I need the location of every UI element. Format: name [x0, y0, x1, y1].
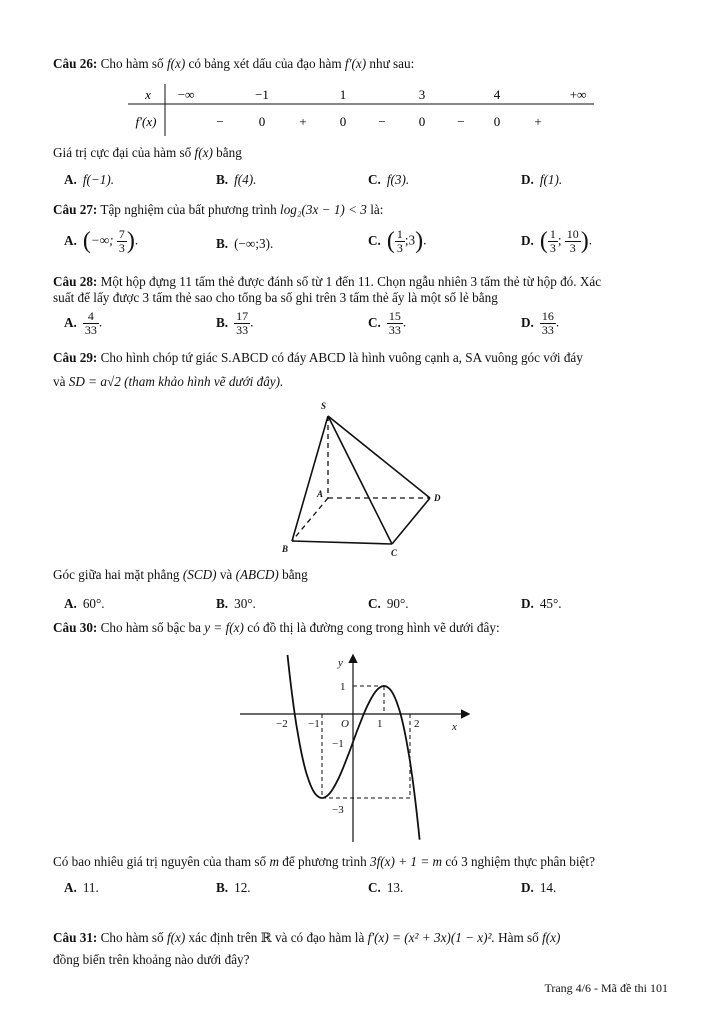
x-axis-label: x: [452, 721, 457, 733]
vertex-B: B: [282, 544, 289, 554]
table-x-value: −∞: [177, 87, 195, 102]
table-x-value: +∞: [569, 87, 587, 102]
table-sign: −: [216, 114, 224, 129]
table-sign: 0: [339, 114, 347, 129]
vertex-D: D: [434, 493, 441, 503]
q26-option-b[interactable]: B. f(4).: [216, 172, 257, 187]
q28-option-b[interactable]: B. $\frac{17}{33}$ .: [216, 309, 254, 337]
origin-label: O: [341, 718, 349, 730]
q29-stem-line1: Câu 29: Cho hình chóp tứ giác S.ABCD có đáy ABCD là hình vuông cạnh a, SA vuông góc với đáy: [53, 350, 583, 365]
q30-question: Có bao nhiêu giá trị nguyên của tham số m để phương trình 3f(x) + 1 = m có 3 nghiệm thực phân biệt?: [53, 854, 595, 869]
vertex-S: S: [321, 401, 327, 411]
q30-option-d[interactable]: D. 14.: [521, 880, 557, 895]
tick-x-minus2: −2: [276, 718, 288, 730]
q30-option-c[interactable]: C. 13.: [368, 880, 404, 895]
question-label: Câu 27:: [53, 202, 98, 217]
table-x-value: −1: [255, 87, 269, 102]
q29-stem-line2: và SD = a√2 (tham khảo hình vẽ dưới đây).: [53, 374, 284, 389]
q26-option-c[interactable]: C. f(3).: [368, 172, 410, 187]
q26-option-d[interactable]: D. f(1).: [521, 172, 563, 187]
table-row1-head: x: [145, 87, 151, 102]
q26-question: Giá trị cực đại của hàm số f(x) bằng: [53, 145, 242, 160]
question-label: Câu 31:: [53, 930, 98, 945]
q31-stem-line2: đồng biến trên khoảng nào dưới đây?: [53, 952, 250, 967]
pyramid-figure: [276, 396, 456, 562]
q27-option-c[interactable]: C. ( $\frac{1}{3}$ ;3).: [368, 227, 427, 255]
q26-stem: Câu 26: Cho hàm số f(x) có bảng xét dấu của đạo hàm f′(x) như sau:: [53, 56, 415, 71]
q27-option-b[interactable]: B. (−∞;3).: [216, 236, 274, 251]
q27-option-a[interactable]: A. (−∞; $\frac{7}{3}$ ).: [64, 227, 139, 255]
table-sign: +: [534, 114, 542, 129]
y-axis-label: y: [338, 657, 343, 669]
q30-option-a[interactable]: A. 11.: [64, 880, 99, 895]
q28-stem-line1: Câu 28: Một hộp đựng 11 tấm thẻ được đánh số từ 1 đến 11. Chọn ngẫu nhiên 3 tấm thẻ từ hộp đó. Xác: [53, 274, 602, 289]
tick-y-minus3: −3: [332, 804, 344, 816]
q29-option-a[interactable]: A. 60°.: [64, 596, 105, 611]
tick-x-2: 2: [414, 718, 420, 730]
question-label: Câu 30:: [53, 620, 98, 635]
vertex-C: C: [391, 548, 398, 558]
q28-option-d[interactable]: D. $\frac{16}{33}$ .: [521, 309, 560, 337]
table-sign: 0: [493, 114, 501, 129]
q27-stem: Câu 27: Tập nghiệm của bất phương trình log₂(3x − 1) < 3 là:: [53, 202, 384, 217]
table-sign: −: [457, 114, 465, 129]
sign-table: [128, 80, 598, 138]
tick-x-minus1: −1: [308, 718, 320, 730]
q28-stem-line2: suất để lấy được 3 tấm thẻ sao cho tổng ba số ghi trên 3 tấm thẻ ấy là một số lẻ bằng: [53, 290, 498, 305]
q31-stem-line1: Câu 31: Cho hàm số f(x) xác định trên ℝ và có đạo hàm là f′(x) = (x² + 3x)(1 − x)². Hàm số f(x): [53, 930, 561, 945]
table-row2-head: f′(x): [135, 114, 157, 129]
q29-option-d[interactable]: D. 45°.: [521, 596, 562, 611]
tick-y-minus1: −1: [332, 738, 344, 750]
question-label: Câu 29:: [53, 350, 98, 365]
table-sign: 0: [418, 114, 426, 129]
question-label: Câu 26:: [53, 56, 98, 71]
table-sign: 0: [258, 114, 266, 129]
tick-x-1: 1: [377, 718, 383, 730]
cubic-graph: [236, 650, 476, 845]
question-label: Câu 28:: [53, 274, 98, 289]
q28-option-c[interactable]: C. $\frac{15}{33}$ .: [368, 309, 407, 337]
q29-option-b[interactable]: B. 30°.: [216, 596, 256, 611]
q26-option-a[interactable]: A. f(−1).: [64, 172, 115, 187]
vertex-A: A: [317, 489, 324, 499]
q30-option-b[interactable]: B. 12.: [216, 880, 251, 895]
q28-option-a[interactable]: A. $\frac{4}{33}$ .: [64, 309, 103, 337]
tick-y-1: 1: [340, 681, 346, 693]
q30-stem: Câu 30: Cho hàm số bậc ba y = f(x) có đồ thị là đường cong trong hình vẽ dưới đây:: [53, 620, 500, 635]
q27-option-d[interactable]: D. ( $\frac{1}{3}$ ; $\frac{10}{3}$ ).: [521, 227, 593, 255]
table-sign: +: [299, 114, 307, 129]
table-x-value: 4: [493, 87, 501, 102]
table-x-value: 3: [418, 87, 426, 102]
table-sign: −: [378, 114, 386, 129]
q29-option-c[interactable]: C. 90°.: [368, 596, 409, 611]
page-footer: Trang 4/6 - Mã đề thi 101: [544, 981, 668, 995]
q29-question: Góc giữa hai mặt phẳng (SCD) và (ABCD) bằng: [53, 567, 308, 582]
table-x-value: 1: [339, 87, 347, 102]
